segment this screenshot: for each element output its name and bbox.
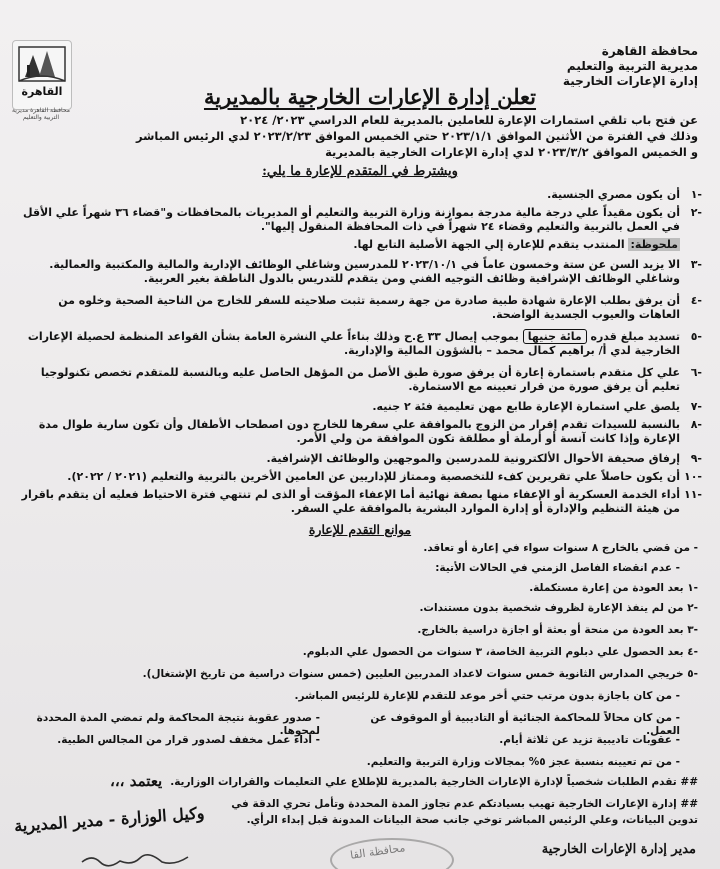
- note-item: ملحوظة: المنتدب يتقدم للإعارة إلي الجهة الأصلية التابع لها.: [353, 238, 678, 251]
- note-line: تدوين البيانات، وعلي الرئيس المباشر توخي جانب صحة البيانات المدونة قبل إبداء الرأي.: [246, 814, 698, 826]
- condition-item: -٤ أن يرفق بطلب الإعارة شهادة طبية صادرة من جهة رسمية تثبت صلاحيته للسفر للخارج من الناحية الصحية وخلوه من العاهات والعيوب الجسدية الواضحة.: [58, 294, 702, 321]
- approval-label: يعتمد ،،،: [110, 772, 163, 790]
- note-line: ## تقدم الطلبات شخصياً لإدارة الإعارات الخارجية بالمديرية للإطلاع علي التعليمات والقرارات الوزارية.: [170, 776, 698, 788]
- logo-text: القاهرة: [21, 85, 63, 98]
- intro-line-2: وذلك في الفترة من الأثنين الموافق ٢٠٢٣/١/١ حتي الخميس الموافق ٢٠٢٣/٢/٢٣ لدي الرئيس المباشر: [135, 129, 698, 143]
- obstacle-item: - عدم انقضاء الفاصل الزمني في الحالات الأتية:: [435, 562, 680, 574]
- condition-item: -٥ تسديد مبلغ قدره مائة جنيها بموجب إيصال ٣٣ ع.ح وذلك بناءاً علي النشرة العامة بشأن القواعد المنظمة لحصيلة الإعارات الخارجية لدي أ/ براهيم كمال محمد – بالشؤون المالية والإدارية.: [27, 330, 702, 357]
- obstacle-item: - من كان باجازة بدون مرتب حتي أخر موعد للتقدم للإعارة للرئيس المباشر.: [294, 690, 680, 702]
- governorate-name: محافظة القاهرة: [601, 44, 698, 58]
- obstacle-item: -٤ بعد الحصول علي دبلوم التربية الخاصة، ٣ سنوات من الحصول علي الدبلوم.: [302, 646, 698, 658]
- condition-item: -١١ أداء الخدمة العسكرية أو الإعفاء منها بصفة نهائية أما الإعفاء المؤقت أو الذى لم تنتهي فترة الاحتياط فعليه أن يتقدم باقرار من هيئة التنظيم والإدارة أو إدارة الموارد البشرية بالموافقة علي السفر.: [21, 488, 702, 515]
- logo-emblem-icon: [13, 41, 71, 109]
- obstacle-item: -٢ من لم ينفذ الإعارة لظروف شخصية بدون مستندات.: [419, 602, 698, 614]
- logo-caption: محافظة القاهرة مديرية التربية والتعليم: [12, 107, 70, 121]
- condition-item: -٧ يلصق علي استمارة الإعارة طابع مهن تعليمية فئة ٢ جنيه.: [372, 400, 702, 413]
- conditions-title: ويشترط في المتقدم للإعارة ما يلي:: [262, 164, 458, 179]
- obstacle-item: - عقوبات تاديبية تزيد عن ثلاثة أيام.: [499, 734, 680, 746]
- obstacle-item: - من كان محالاً للمحاكمة الجنائية أو التاديبية أو الموقوف عن العمل.: [370, 712, 680, 737]
- undersecretary-signature: وكيل الوزارة - مدير المديرية: [13, 803, 206, 836]
- stamp-text: محافظة القا: [349, 841, 406, 862]
- department-name: إدارة الإعارات الخارجية: [562, 74, 698, 88]
- condition-item: -٣ الا يزيد السن عن ستة وخمسون عاماً في ٢٠٢٣/١٠/١ للمدرسين وشاغلي الوظائف الإدارية والمالية والمكتبية والعمالية. وشاغلي الوظائف الإشرافية وظائف التوجيه الفني ومن يتقدم للتدريس بالدول الناطقة بغير العربية.: [49, 258, 702, 285]
- condition-item: -١ أن يكون مصري الجنسية.: [547, 188, 702, 201]
- intro-line-1: عن فتح باب تلقي استمارات الإعارة للعاملين بالمديرية للعام الدراسي ٢٠٢٣/ ٢٠٢٤: [240, 113, 698, 127]
- obstacle-item: - من قضي بالخارج ٨ سنوات سواء في إعارة أو تعاقد.: [423, 542, 698, 554]
- note-label: ملحوظة:: [630, 238, 678, 251]
- condition-item: -١٠ أن يكون حاصلاً علي تقريرين كفء للتخصصية وممتاز للإداريين عن العامين الأخرين بالتربية والتعليم (٢٠٢١ / ٢٠٢٢).: [67, 470, 702, 483]
- obstacle-item: -٣ بعد العودة من منحة أو بعثة أو اجازة دراسية بالخارج.: [417, 624, 698, 636]
- cairo-governorate-logo: [12, 40, 72, 110]
- handwritten-scribble-icon: [80, 852, 190, 869]
- obstacle-item: - أداء عمل مخفف لصدور قرار من المجالس الطبية.: [57, 734, 320, 746]
- obstacle-item: -٥ خريجي المدارس الثانوية خمس سنوات لاعداد المدربين العليين (خمس سنوات دراسية من تاريخ الإشتغال).: [142, 668, 698, 680]
- note-line: ## إدارة الإعارات الخارجية تهيب بسيادتكم عدم تجاوز المدة المحددة وتأمل تحري الدقة في: [231, 798, 698, 810]
- fee-amount: مائة جنيها: [523, 329, 587, 344]
- intro-line-3: و الخميس الموافق ٢٠٢٣/٣/٢ لدي إدارة الإعارات الخارجية بالمديرية: [325, 145, 698, 159]
- obstacles-title: موانع التقدم للإعارة: [308, 522, 412, 537]
- condition-item: -٦ علي كل متقدم باستمارة إعارة أن يرفق صورة طبق الأصل من المؤهل الحاصل عليه وبالنسبة للمتقدم تخصص تكنولوجيا تعليم أن يرفق صورة من قرار تعيينه مع الاستمارة.: [40, 366, 702, 393]
- announcement-title: تعلن إدارة الإعارات الخارجية بالمديرية: [203, 84, 537, 109]
- obstacle-item: - من تم تعيينه بنسبة عجز ٥% بمجالات وزارة التربية والتعليم.: [366, 756, 680, 768]
- obstacle-item: - صدور عقوبة نتيجة المحاكمة ولم تمضي المدة المحددة لمحوها.: [36, 712, 320, 737]
- directorate-name: مديرية التربية والتعليم: [566, 59, 698, 73]
- department-manager-signature: مدير إدارة الإعارات الخارجية: [541, 842, 696, 857]
- condition-item: -٢ أن يكون مقيداً علي درجة مالية مدرجة بموازنة وزارة التربية والتعليم أو المديريات بالمحافظات و"قضاء ٣٦ شهراً علي الأقل في العمل بالتربية والتعليم وقضاء ٢٤ شهراً في ذات المحافظة المنقول إليها".: [23, 206, 702, 233]
- condition-item: -٩ إرفاق صحيفة الأحوال الألكترونية للمدرسين والموجهين والوظائف الإشرافية.: [266, 452, 702, 465]
- condition-item: -٨ بالنسبة للسيدات تقدم إقرار من الزوج بالموافقة علي سفرها للخارج دون اصطحاب الأطفال وأن تكون سارية طوال مدة الإعارة وإذا كانت آنسة أو أرملة أو مطلقة تكون الموافقة من ولي الأمر.: [38, 418, 702, 445]
- obstacle-item: -١ بعد العودة من إعارة مستكملة.: [529, 582, 698, 594]
